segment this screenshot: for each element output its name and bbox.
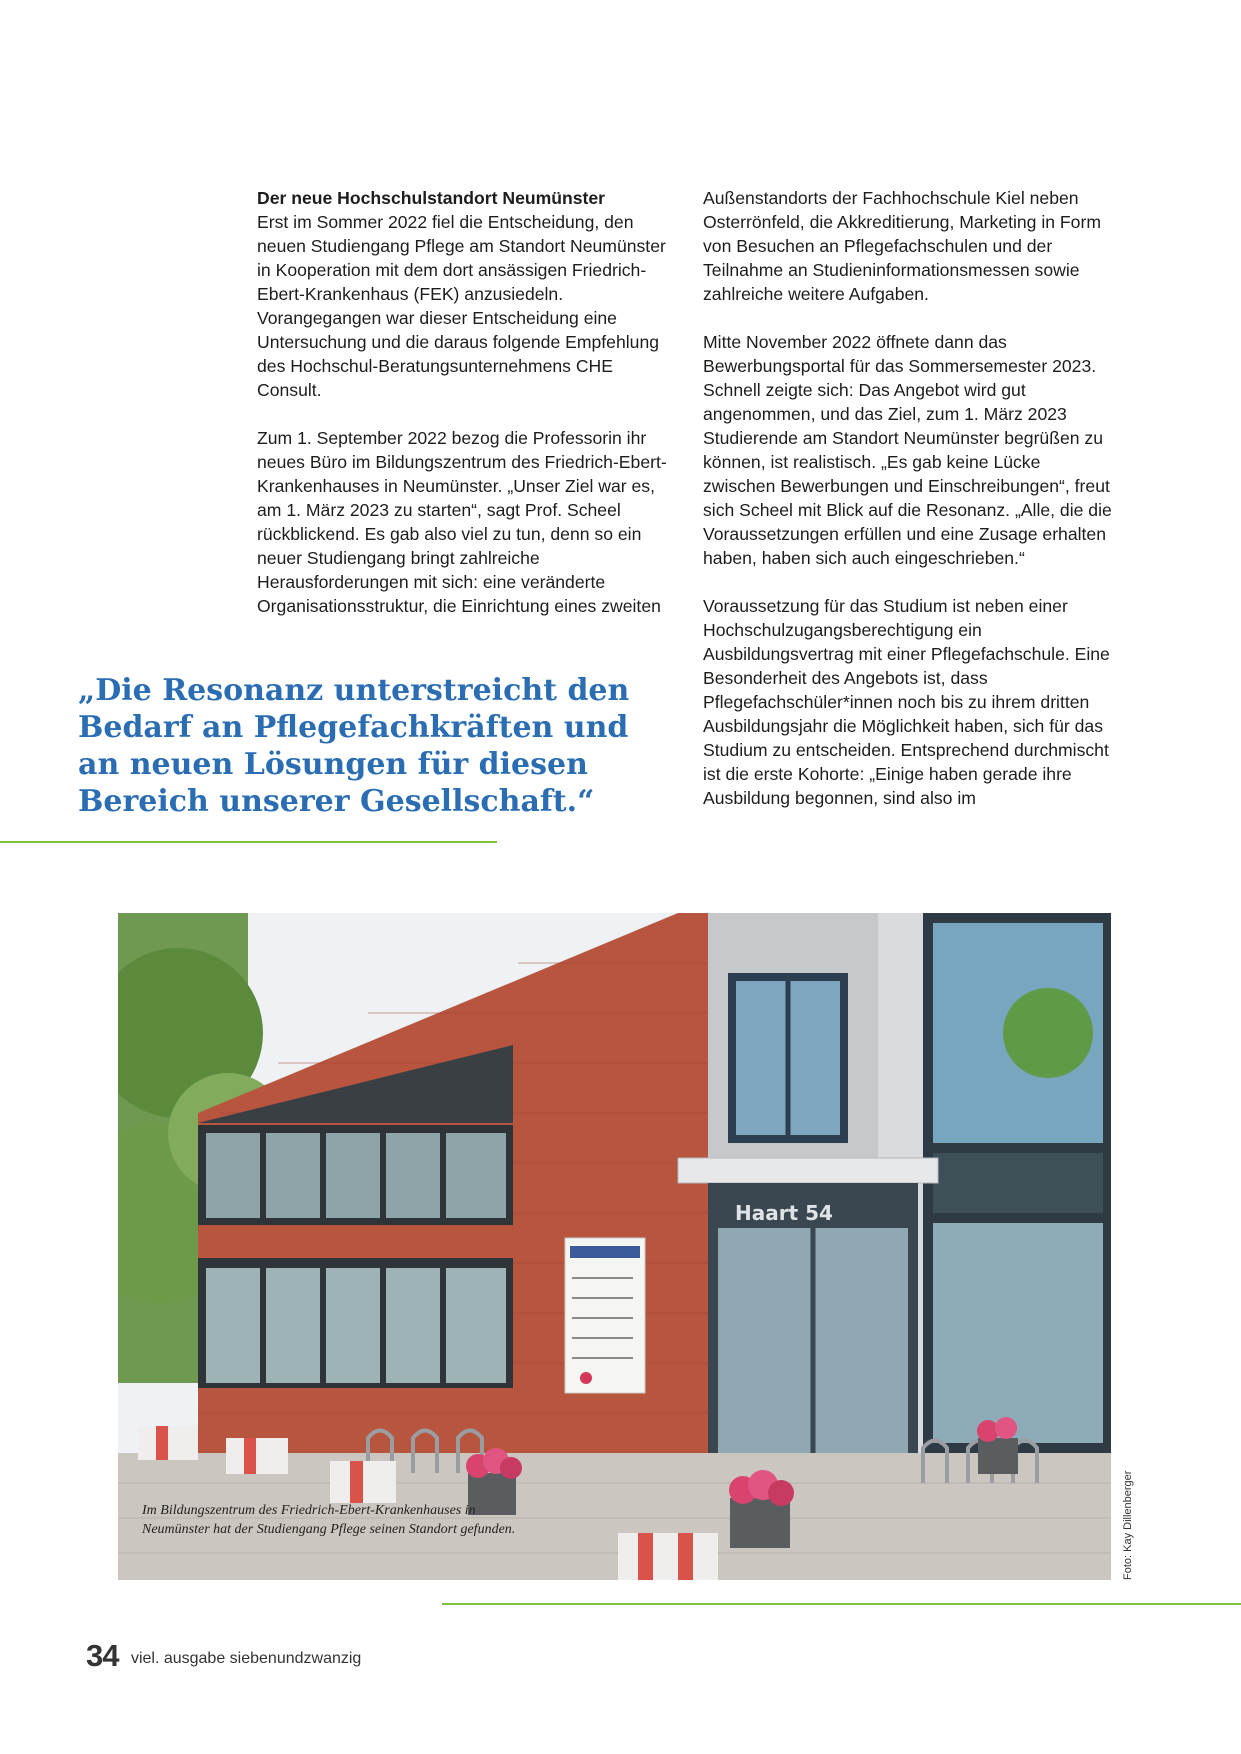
paragraph: Mitte November 2022 öffnete dann das Bewerbungsportal für das Sommersemester 2023. Schnell zeigte sich: Das Angebot wird gut angenommen, und das Ziel, zum 1. März 2023 Studierende am Standort Neumünster begrüßen zu können, ist realistisch. „Es gab keine Lücke zwischen Bewerbungen und Einschreibungen“, freut sich Scheel mit Blick auf die Resonanz. „Alle, die die Voraussetzungen erfüllen und eine Zusage erhalten haben, haben sich auch eingeschrieben.“ [703, 332, 1112, 568]
photo-caption: Im Bildungszentrum des Friedrich-Ebert-Krankenhauses in Neumünster hat der Studiengang Pflege seinen Standort gefunden. [142, 1503, 516, 1537]
photo-credit: Foto: Kay Dillenberger [1122, 1470, 1134, 1580]
page-number: 34 [86, 1638, 119, 1673]
divider-line [0, 841, 497, 843]
paragraph: Zum 1. September 2022 bezog die Professorin ihr neues Büro im Bildungszentrum des Friedrich-Ebert-Krankenhauses in Neumünster. „Unser Ziel war es, am 1. März 2023 zu starten“, sagt Prof. Scheel rückblickend. Es gab also viel zu tun, denn so ein neuer Studiengang bringt zahlreiche Herausforderungen mit sich: eine veränderte Organisationsstruktur, die Einrichtung eines zweiten [257, 428, 667, 616]
article-column-right [703, 186, 1115, 834]
building-photo [118, 913, 1111, 1580]
divider-line [442, 1603, 1241, 1605]
paragraph: Außenstandorts der Fachhochschule Kiel neben Osterrönfeld, die Akkreditierung, Marketing in Form von Besuchen an Pflegefachschulen und der Teilnahme an Studieninformationsmessen sowie zahlreiche weitere Aufgaben. [703, 188, 1101, 304]
page-footer [86, 1638, 361, 1674]
paragraph: Erst im Sommer 2022 fiel die Entscheidung, den neuen Studiengang Pflege am Standort Neumünster in Kooperation mit dem dort ansässigen Friedrich-Ebert-Krankenhaus (FEK) anzusiedeln. Vorangegangen war dieser Entscheidung eine Untersuchung und die daraus folgende Empfehlung des Hochschul-Beratungsunternehmens CHE Consult. [257, 212, 666, 400]
article-column-left [257, 186, 669, 642]
pull-quote: „Die Resonanz unterstreicht den Bedarf an Pflegefachkräften und an neuen Lösungen für diesen Bereich unserer Gesellschaft.“ [78, 673, 630, 819]
publication-name: viel. ausgabe siebenundzwanzig [130, 1650, 362, 1667]
paragraph: Voraussetzung für das Studium ist neben einer Hochschulzugangsberechtigung ein Ausbildungsvertrag mit einer Pflegefachschule. Eine Besonderheit des Angebots ist, dass Pflegefachschüler*innen noch bis zu ihrem dritten Ausbildungsjahr die Möglichkeit haben, sich für das Studium zu entscheiden. Entsprechend durchmischt ist die erste Kohorte: „Einige haben gerade ihre Ausbildung begonnen, sind also im [703, 596, 1110, 808]
building-sign-text: Haart 54 [735, 1201, 833, 1225]
section-heading: Der neue Hochschulstandort Neumünster [257, 188, 606, 208]
